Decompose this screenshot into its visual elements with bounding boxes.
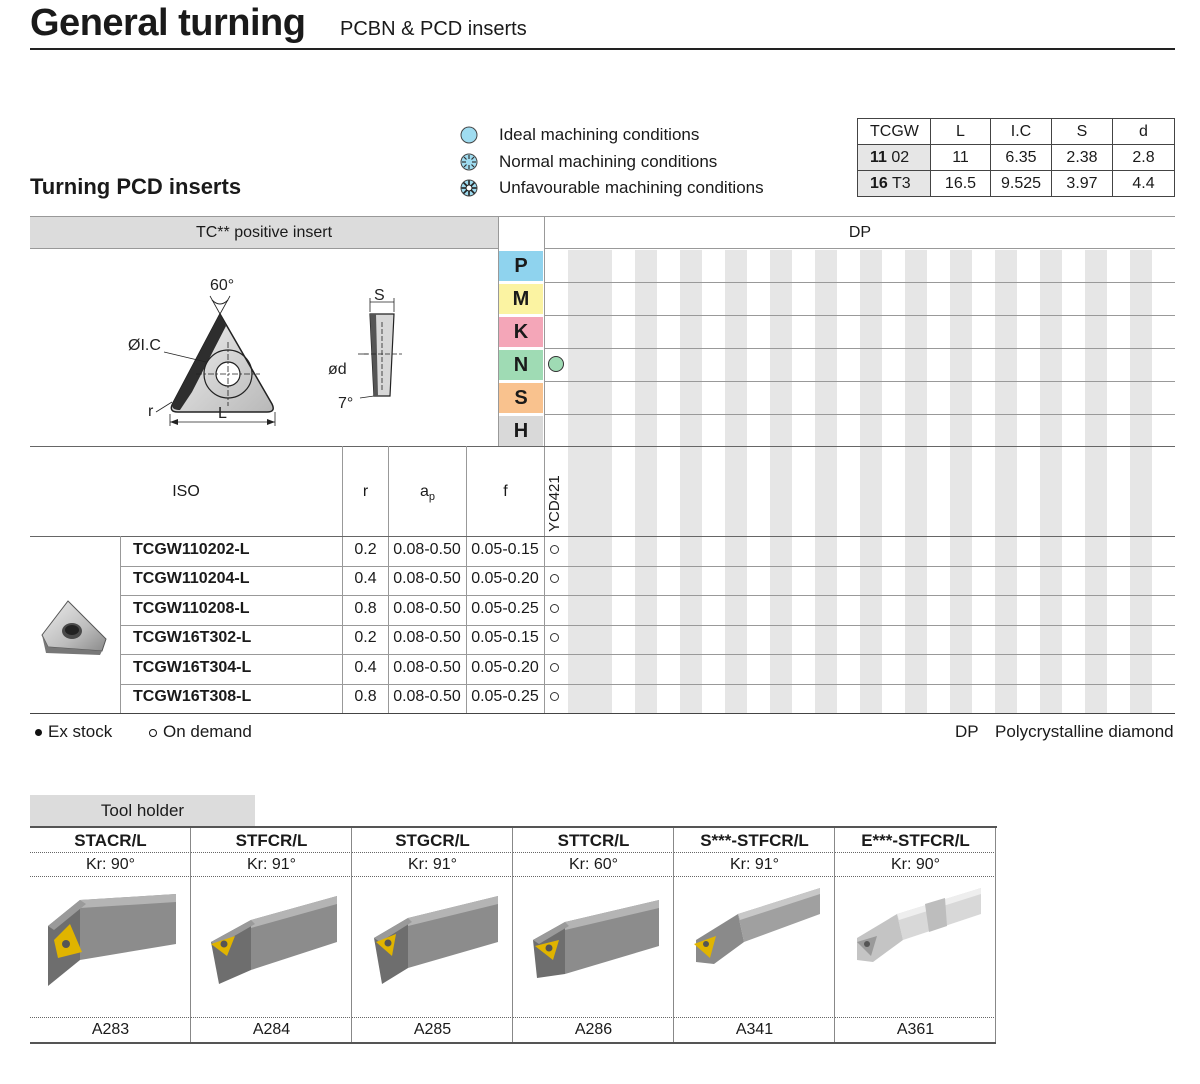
dim-header-d: d bbox=[1113, 119, 1175, 145]
radius: 0.2 bbox=[354, 541, 377, 558]
page-title: General turning bbox=[30, 2, 306, 44]
dim-s: 3.97 bbox=[1052, 171, 1113, 197]
on-demand-icon bbox=[550, 545, 559, 554]
iso-code: TCGW16T308-L bbox=[133, 688, 252, 705]
page-subtitle: PCBN & PCD inserts bbox=[340, 18, 527, 40]
divider bbox=[674, 1042, 835, 1044]
divider bbox=[352, 852, 513, 853]
depth-of-cut: 0.08-0.50 bbox=[393, 600, 461, 617]
divider bbox=[513, 876, 674, 877]
holder-stacr[interactable] bbox=[30, 828, 191, 1044]
table-row[interactable] bbox=[120, 537, 1175, 567]
holder-stgcr[interactable] bbox=[352, 828, 513, 1044]
dim-header-ic: I.C bbox=[991, 119, 1052, 145]
dim-d: 4.4 bbox=[1113, 171, 1175, 197]
normal-gear-icon bbox=[460, 153, 478, 171]
divider bbox=[352, 1042, 513, 1044]
dp-abbr: DP bbox=[955, 722, 979, 741]
on-demand-icon bbox=[550, 633, 559, 642]
dim-ic: 9.525 bbox=[991, 171, 1052, 197]
depth-of-cut: 0.08-0.50 bbox=[393, 629, 461, 646]
radius: 0.8 bbox=[354, 600, 377, 617]
availability-legend bbox=[35, 722, 252, 742]
dim-size-cell bbox=[858, 145, 931, 171]
holder-image bbox=[513, 880, 674, 1016]
grid-bottom-rule bbox=[30, 713, 1175, 714]
row-rule bbox=[545, 381, 1175, 382]
holder-kr: Kr: 91° bbox=[407, 856, 458, 873]
holder-kr: Kr: 91° bbox=[246, 856, 297, 873]
holder-sttcr[interactable] bbox=[513, 828, 674, 1044]
dim-header-tcgw: TCGW bbox=[858, 119, 931, 145]
table-row[interactable] bbox=[120, 625, 1175, 655]
ideal-circle-icon bbox=[460, 126, 478, 144]
ideal-circle-icon bbox=[547, 355, 565, 373]
divider bbox=[674, 876, 835, 877]
ex-stock-icon bbox=[35, 729, 42, 736]
holder-name: STFCR/L bbox=[235, 831, 308, 850]
diagram-label-l: L bbox=[218, 405, 227, 422]
table-row[interactable] bbox=[120, 684, 1175, 714]
holder-page: A283 bbox=[91, 1021, 130, 1038]
dim-code: T3 bbox=[891, 174, 911, 192]
dim-d: 2.8 bbox=[1113, 145, 1175, 171]
radius: 0.4 bbox=[354, 659, 377, 676]
divider bbox=[191, 852, 352, 853]
holder-name: STTCR/L bbox=[557, 831, 630, 850]
depth-of-cut: 0.08-0.50 bbox=[393, 688, 461, 705]
divider bbox=[513, 1042, 674, 1044]
dim-size: 11 bbox=[870, 148, 887, 166]
dim-header-s: S bbox=[1052, 119, 1113, 145]
holder-kr: Kr: 91° bbox=[729, 856, 780, 873]
on-demand-icon bbox=[550, 604, 559, 613]
dp-legend bbox=[955, 722, 1174, 742]
dimension-row bbox=[858, 145, 1175, 171]
divider bbox=[191, 876, 352, 877]
diagram-label-clearance: 7° bbox=[338, 395, 354, 412]
divider bbox=[513, 852, 674, 853]
divider bbox=[191, 1017, 352, 1018]
holder-image bbox=[352, 880, 513, 1016]
holder-page: A341 bbox=[735, 1021, 774, 1038]
on-demand-icon bbox=[149, 729, 157, 737]
row-rule bbox=[545, 315, 1175, 316]
diagram-label-s: S bbox=[374, 287, 385, 304]
depth-of-cut: 0.08-0.50 bbox=[393, 659, 461, 676]
dimension-table-header bbox=[858, 119, 1175, 145]
holder-name: STGCR/L bbox=[395, 831, 470, 850]
divider bbox=[513, 1017, 674, 1018]
column-header-iso: ISO bbox=[172, 483, 200, 500]
divider bbox=[674, 852, 835, 853]
insert-photo bbox=[38, 595, 110, 661]
dimension-table bbox=[857, 118, 1175, 197]
dim-code: 02 bbox=[891, 148, 910, 166]
on-demand-icon bbox=[550, 692, 559, 701]
table-row[interactable] bbox=[120, 596, 1175, 626]
feed: 0.05-0.20 bbox=[471, 570, 539, 587]
dim-ic: 6.35 bbox=[991, 145, 1052, 171]
holder-kr: Kr: 90° bbox=[85, 856, 136, 873]
radius: 0.2 bbox=[354, 629, 377, 646]
dim-size-cell bbox=[858, 171, 931, 197]
divider bbox=[30, 1017, 191, 1018]
grade-ycd421: YCD421 bbox=[546, 475, 563, 532]
legend-ideal bbox=[458, 124, 764, 151]
on-demand-icon bbox=[550, 663, 559, 672]
iso-code: TCGW110202-L bbox=[133, 541, 250, 558]
divider bbox=[352, 876, 513, 877]
feed: 0.05-0.25 bbox=[471, 688, 539, 705]
header-rule bbox=[30, 48, 1175, 50]
holder-name: S***-STFCR/L bbox=[700, 831, 809, 850]
divider bbox=[30, 876, 191, 877]
material-h: H bbox=[499, 416, 543, 446]
depth-of-cut: 0.08-0.50 bbox=[393, 541, 461, 558]
diagram-label-d: ød bbox=[328, 361, 347, 378]
legend-label: Ideal machining conditions bbox=[499, 125, 700, 144]
dp-header: DP bbox=[545, 217, 1175, 249]
material-n: N bbox=[499, 350, 543, 380]
material-m: M bbox=[499, 284, 543, 314]
dim-s: 2.38 bbox=[1052, 145, 1113, 171]
insert-diagram bbox=[120, 262, 420, 442]
divider bbox=[30, 1042, 191, 1044]
radius: 0.4 bbox=[354, 570, 377, 587]
holder-name: E***-STFCR/L bbox=[861, 831, 970, 850]
on-demand-label: On demand bbox=[162, 722, 252, 741]
divider bbox=[835, 1017, 996, 1018]
legend-label: Normal machining conditions bbox=[499, 151, 718, 171]
holder-image bbox=[835, 880, 996, 1016]
material-k: K bbox=[499, 317, 543, 347]
depth-of-cut: 0.08-0.50 bbox=[393, 570, 461, 587]
column-header-ap bbox=[389, 483, 466, 503]
radius: 0.8 bbox=[354, 688, 377, 705]
holder-page: A285 bbox=[413, 1021, 452, 1038]
legend-label: Unfavourable machining conditions bbox=[499, 178, 764, 197]
divider bbox=[352, 1017, 513, 1018]
legend-unfavourable bbox=[458, 177, 764, 204]
column-header-ap-sub: p bbox=[428, 491, 436, 504]
dp-full: Polycrystalline diamond bbox=[995, 722, 1174, 741]
column-header-ap-main: a bbox=[419, 483, 429, 500]
on-demand-icon bbox=[550, 574, 559, 583]
row-rule bbox=[545, 414, 1175, 415]
diagram-label-ic: ØI.C bbox=[128, 337, 161, 354]
diagram-label-angle: 60° bbox=[210, 277, 235, 294]
row-rule bbox=[545, 282, 1175, 283]
dim-l: 16.5 bbox=[931, 171, 991, 197]
holder-name: STACR/L bbox=[74, 831, 147, 850]
divider bbox=[995, 828, 996, 1042]
holder-s-stfcr[interactable] bbox=[674, 828, 835, 1044]
row-rule bbox=[545, 348, 1175, 349]
holder-kr: Kr: 60° bbox=[568, 856, 619, 873]
section-title: Turning PCD inserts bbox=[30, 174, 242, 199]
holder-stfcr[interactable] bbox=[191, 828, 352, 1044]
holder-kr: Kr: 90° bbox=[890, 856, 941, 873]
divider bbox=[835, 876, 996, 877]
iso-code: TCGW16T302-L bbox=[133, 629, 252, 646]
dimension-row bbox=[858, 171, 1175, 197]
iso-code: TCGW110208-L bbox=[133, 600, 250, 617]
column-header-r: r bbox=[362, 483, 369, 500]
divider bbox=[191, 1042, 352, 1044]
dim-size: 16 bbox=[870, 174, 888, 192]
holder-image bbox=[30, 880, 191, 1016]
dim-l: 11 bbox=[931, 145, 991, 171]
material-p: P bbox=[499, 251, 543, 281]
holder-e-stfcr[interactable] bbox=[835, 828, 996, 1044]
iso-code: TCGW16T304-L bbox=[133, 659, 252, 676]
divider bbox=[835, 1042, 996, 1044]
tool-holder-tab: Tool holder bbox=[30, 795, 255, 826]
feed: 0.05-0.15 bbox=[471, 541, 539, 558]
feed: 0.05-0.20 bbox=[471, 659, 539, 676]
table-row[interactable] bbox=[120, 566, 1175, 596]
iso-code: TCGW110204-L bbox=[133, 570, 250, 587]
holder-image bbox=[191, 880, 352, 1016]
divider bbox=[674, 1017, 835, 1018]
legend-normal bbox=[458, 151, 764, 178]
column-header-f: f bbox=[503, 483, 508, 500]
ex-stock-label: Ex stock bbox=[48, 722, 113, 741]
holder-page: A284 bbox=[252, 1021, 291, 1038]
insert-type-header: TC** positive insert bbox=[30, 217, 498, 249]
table-row[interactable] bbox=[120, 655, 1175, 685]
row-rule bbox=[30, 446, 1175, 447]
feed: 0.05-0.25 bbox=[471, 600, 539, 617]
holder-page: A361 bbox=[896, 1021, 935, 1038]
dim-header-l: L bbox=[931, 119, 991, 145]
machining-legend bbox=[458, 124, 764, 204]
holder-page: A286 bbox=[574, 1021, 613, 1038]
feed: 0.05-0.15 bbox=[471, 629, 539, 646]
unfavourable-gear-icon bbox=[460, 179, 478, 197]
holder-image bbox=[674, 880, 835, 1016]
diagram-label-r: r bbox=[148, 403, 154, 420]
material-s: S bbox=[499, 383, 543, 413]
divider bbox=[835, 852, 996, 853]
divider bbox=[30, 852, 191, 853]
